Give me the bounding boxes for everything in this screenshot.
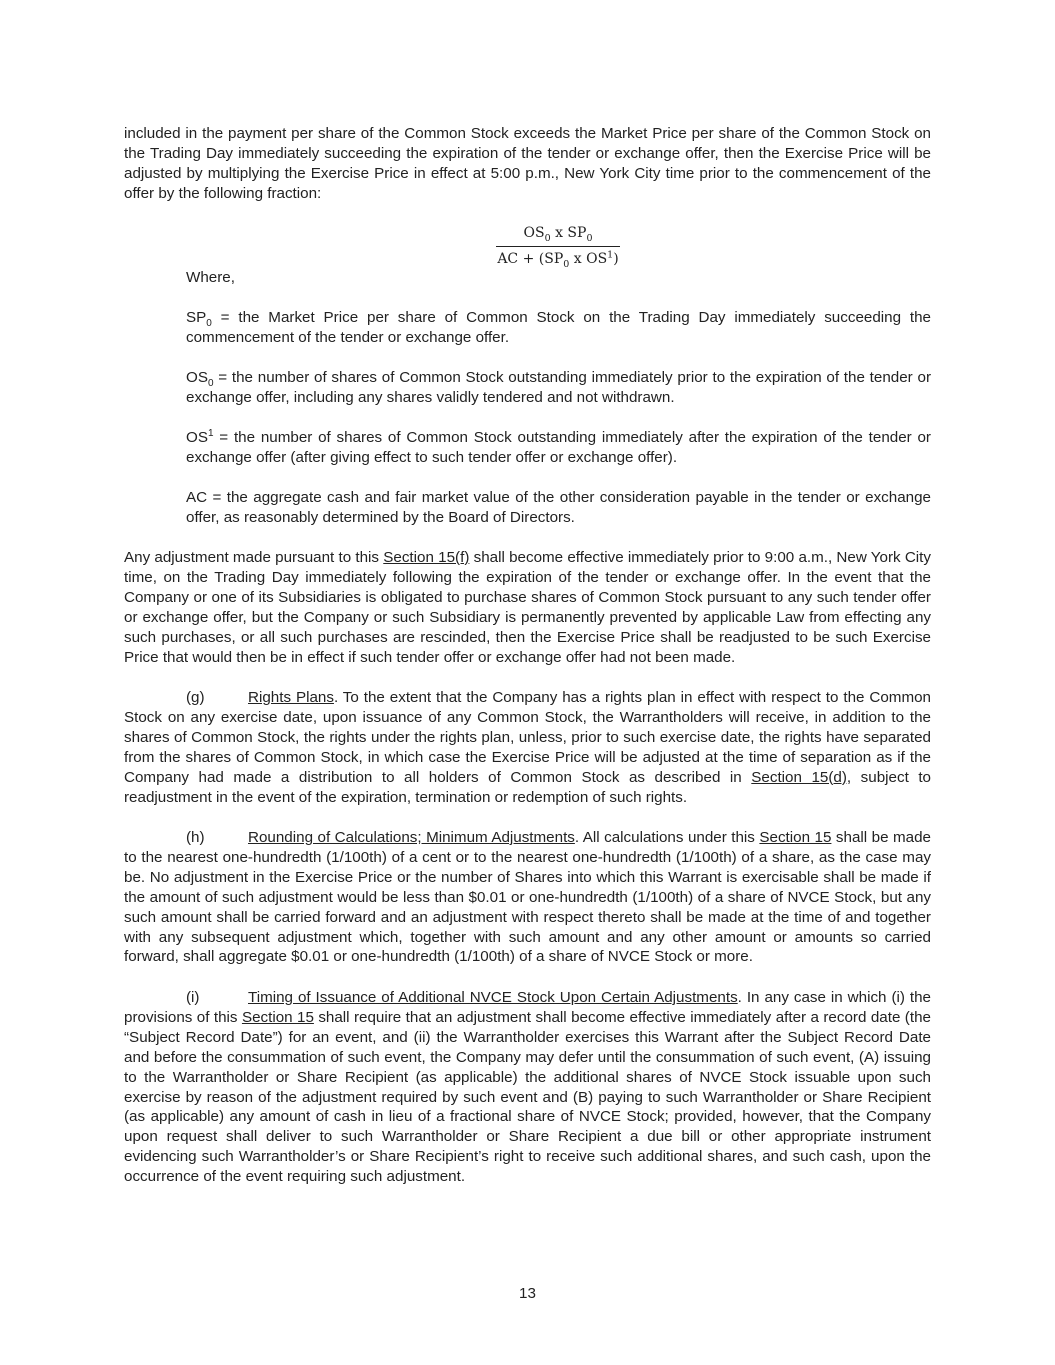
formula-denominator: AC + ($SP_0$ x $OS^1$) xyxy=(497,249,619,270)
section-reference-link: Section 15 xyxy=(759,829,832,846)
clause-heading: Rounding of Calculations; Minimum Adjustments xyxy=(248,829,575,846)
definition-ac: AC = the aggregate cash and fair market value of the other consideration payable in the tender or exchange offer, as reasonably determined by the Board of Directors. xyxy=(186,489,931,526)
formula-numerator: $OS_0$ x $SP_0$ xyxy=(523,225,593,244)
section-reference-link: Section 15 xyxy=(241,1008,314,1026)
clause-label: (g) xyxy=(186,689,205,706)
where-label: Where, xyxy=(186,269,235,286)
clause-label: (i) xyxy=(186,989,200,1006)
definition-os1: $OS^1$ = the number of shares of Common Stock outstanding immediately after the expiration of the tender or exchange offer (after giving effect to such tender offer or exchange offer). xyxy=(186,427,931,466)
clause-heading: Rights Plans xyxy=(248,689,334,706)
section-g-rights-plans: (g) Rights Plans. To the extent that the Company has a rights plan in effect with respect to the Common Stock on any exercise date, upon issuance of any Common Stock, the Warrantholders will receive, in addition to the shares of Common Stock, the rights under the rights plan, unless, prior to such exercise date, the rights have separated from the shares of Common Stock, in which case the Exercise Price will be adjusted at the time of separation as if the Company had made a distribution to all holders of Common Stock as described in Section 15(d), subject to readjustment in the event of the expiration, termination or redemption of such rights. xyxy=(124,689,931,806)
adjustment-formula xyxy=(496,222,620,270)
definition-sp0: $SP_0$ = the Market Price per share of Common Stock on the Trading Day immediately succeeding the commencement of the tender or exchange offer. xyxy=(186,309,931,346)
section-reference-link: Section 15(d) xyxy=(751,768,847,786)
effectiveness-paragraph: Any adjustment made pursuant to this Section 15(f) shall become effective immediately prior to 9:00 a.m., New York City time, on the Trading Day immediately following the expiration of the tender or exchange offer. In the event that the Company or one of its Subsidiaries is obligated to purchase shares of Common Stock pursuant to any such tender offer or exchange offer, but the Company or such Subsidiary is permanently prevented by applicable Law from effecting any such purchases, or all such purchases are rescinded, then the Exercise Price shall be readjusted to be such Exercise Price that would then be in effect if such tender offer or exchange offer had not been made. xyxy=(124,549,931,666)
definition-os0: $OS_0$ = the number of shares of Common Stock outstanding immediately prior to the expiration of the tender or exchange offer, including any shares validly tendered and not withdrawn. xyxy=(186,369,931,406)
section-h-rounding: (h) Rounding of Calculations; Minimum Adjustments. All calculations under this Section 15 shall be made to the nearest one-hundredth (1/100th) of a cent or to the nearest one-hundredth (1/100th) of a share, as the case may be. No adjustment in the Exercise Price or the number of Shares into which this Warrant is exercisable shall be made if the amount of such adjustment would be less than $0.01 or one-hundredth (1/100th) of a share of NVCE Stock, but any such amount shall be carried forward and an adjustment with respect thereto shall be made at the time of and together with any subsequent adjustment which, together with such amount and any other amount or amounts so carried forward, shall aggregate $0.01 or one-hundredth (1/100th) of a share of NVCE Stock or more. xyxy=(124,829,931,966)
clause-label: (h) xyxy=(186,829,205,846)
section-i-timing: (i) Timing of Issuance of Additional NVCE Stock Upon Certain Adjustments. In any case in which (i) the provisions of this Section 15 shall require that an adjustment shall become effective immediately after a record date (the “Subject Record Date”) for an event, and (ii) the Warrantholder exercises this Warrant after the Subject Record Date and before the consummation of such event, the Company may defer until the consummation of such event, (A) issuing to the Warrantholder or Share Recipient (as applicable) the additional shares of NVCE Stock issuable upon such exercise by reason of the adjustment required by such event and (B) paying to such Warrantholder or Share Recipient (as applicable) any amount of cash in lieu of a fractional share of NVCE Stock; provided, however, that the Company upon request shall deliver to such Warrantholder or Share Recipient a due bill or other appropriate instrument evidencing such Warrantholder’s or Share Recipient’s right to receive such additional shares, and such cash, upon the occurrence of the event requiring such adjustment. xyxy=(124,989,931,1186)
page-number: 13 xyxy=(519,1285,536,1302)
intro-paragraph: included in the payment per share of the Common Stock exceeds the Market Price per share of the Common Stock on the Trading Day immediately succeeding the expiration of the tender or exchange offer, then the Exercise Price will be adjusted by multiplying the Exercise Price in effect at 5:00 p.m., New York City time prior to the commencement of the offer by the following fraction: xyxy=(124,125,931,202)
clause-heading: Timing of Issuance of Additional NVCE Stock Upon Certain Adjustments xyxy=(248,989,738,1006)
section-reference-link: Section 15(f) xyxy=(383,549,470,566)
